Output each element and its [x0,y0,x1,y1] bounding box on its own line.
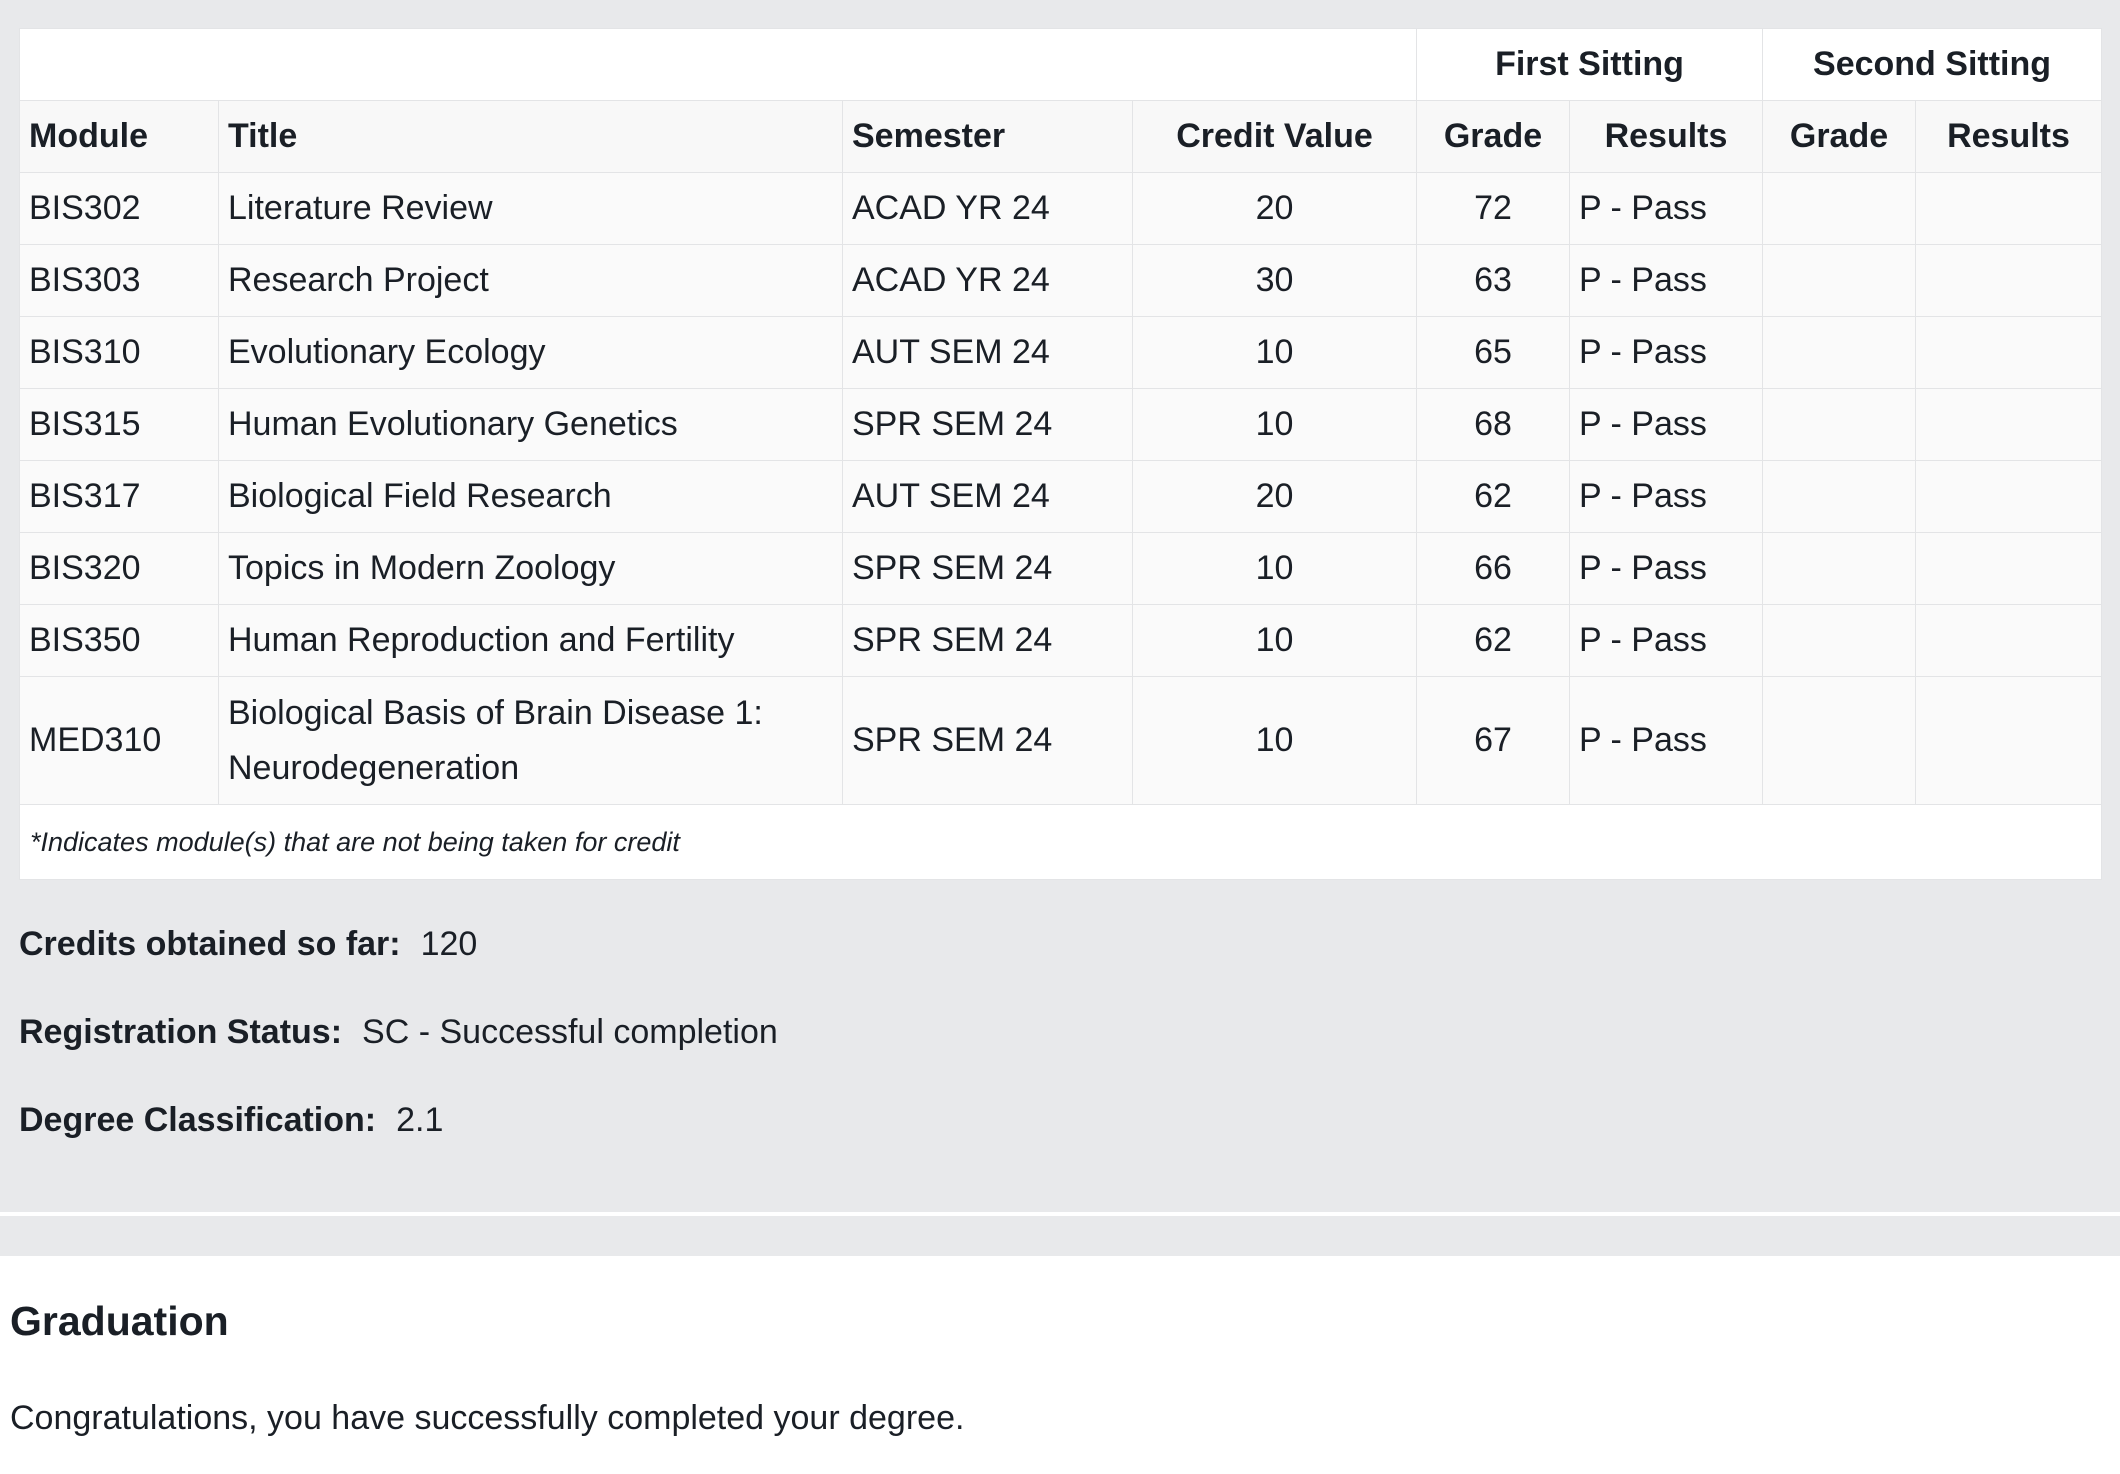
module-title-cell: Biological Basis of Brain Disease 1: Neurodegeneration [219,677,843,805]
semester-column-header: Semester [843,101,1133,173]
module-code-cell: MED310 [20,677,219,805]
semester-cell: ACAD YR 24 [843,245,1133,317]
first-results-column-header: Results [1570,101,1763,173]
first-grade-column-header: Grade [1417,101,1570,173]
second-grade-cell [1763,677,1916,805]
module-code-cell: BIS350 [20,605,219,677]
registration-status [19,1012,778,1052]
first-grade-cell: 62 [1417,461,1570,533]
module-title-cell: Topics in Modern Zoology [219,533,843,605]
title-column-header: Title [219,101,843,173]
first-result-cell: P - Pass [1570,245,1763,317]
module-title-cell: Literature Review [219,173,843,245]
semester-cell: SPR SEM 24 [843,677,1133,805]
second-grade-cell [1763,173,1916,245]
second-result-cell [1916,461,2102,533]
second-grade-cell [1763,317,1916,389]
table-row [20,677,2102,805]
second-grade-cell [1763,461,1916,533]
classification-label: Degree Classification: [19,1101,377,1139]
first-sitting-header: First Sitting [1417,29,1763,101]
footnote: *Indicates module(s) that are not being taken for credit [20,805,2102,880]
module-code-cell: BIS310 [20,317,219,389]
second-sitting-header: Second Sitting [1763,29,2102,101]
footnote-row [20,805,2102,880]
table-row [20,317,2102,389]
first-grade-cell: 66 [1417,533,1570,605]
second-result-cell [1916,317,2102,389]
first-grade-cell: 63 [1417,245,1570,317]
credit-value-cell: 10 [1133,605,1417,677]
credit-value-cell: 10 [1133,677,1417,805]
module-code-cell: BIS315 [20,389,219,461]
table-row [20,533,2102,605]
status-label: Registration Status: [19,1013,343,1051]
table-row [20,245,2102,317]
credit-value-cell: 30 [1133,245,1417,317]
section-divider-band [0,1216,2120,1256]
second-result-cell [1916,605,2102,677]
first-grade-cell: 65 [1417,317,1570,389]
credit-value-column-header: Credit Value [1133,101,1417,173]
module-title-cell: Evolutionary Ecology [219,317,843,389]
credits-value: 120 [420,925,478,963]
first-result-cell: P - Pass [1570,533,1763,605]
sitting-header-row [20,29,2102,101]
second-grade-cell [1763,533,1916,605]
second-grade-cell [1763,605,1916,677]
first-grade-cell: 62 [1417,605,1570,677]
module-results-table [19,28,2102,880]
credit-value-cell: 20 [1133,173,1417,245]
graduation-message: Congratulations, you have successfully completed your degree. [10,1399,965,1437]
column-header-row [20,101,2102,173]
second-result-cell [1916,533,2102,605]
first-result-cell: P - Pass [1570,605,1763,677]
first-result-cell: P - Pass [1570,389,1763,461]
module-code-cell: BIS302 [20,173,219,245]
first-grade-cell: 67 [1417,677,1570,805]
credits-label: Credits obtained so far: [19,925,401,963]
classification-value: 2.1 [396,1101,444,1139]
second-grade-column-header: Grade [1763,101,1916,173]
semester-cell: AUT SEM 24 [843,461,1133,533]
table-row [20,389,2102,461]
first-result-cell: P - Pass [1570,173,1763,245]
credit-value-cell: 20 [1133,461,1417,533]
status-value: SC - Successful completion [362,1013,778,1051]
table-row [20,173,2102,245]
first-grade-cell: 68 [1417,389,1570,461]
semester-cell: SPR SEM 24 [843,389,1133,461]
module-title-cell: Human Evolutionary Genetics [219,389,843,461]
graduation-heading: Graduation [10,1298,229,1344]
credits-summary [19,924,477,964]
degree-classification [19,1100,443,1140]
module-code-cell: BIS320 [20,533,219,605]
first-grade-cell: 72 [1417,173,1570,245]
credit-value-cell: 10 [1133,533,1417,605]
first-result-cell: P - Pass [1570,317,1763,389]
credit-value-cell: 10 [1133,389,1417,461]
semester-cell: AUT SEM 24 [843,317,1133,389]
first-result-cell: P - Pass [1570,461,1763,533]
second-result-cell [1916,245,2102,317]
semester-cell: ACAD YR 24 [843,173,1133,245]
module-title-cell: Research Project [219,245,843,317]
second-grade-cell [1763,389,1916,461]
second-result-cell [1916,389,2102,461]
second-results-column-header: Results [1916,101,2102,173]
second-grade-cell [1763,245,1916,317]
first-result-cell: P - Pass [1570,677,1763,805]
module-column-header: Module [20,101,219,173]
semester-cell: SPR SEM 24 [843,533,1133,605]
module-title-cell: Human Reproduction and Fertility [219,605,843,677]
module-code-cell: BIS317 [20,461,219,533]
blank-header-cell [20,29,1417,101]
second-result-cell [1916,173,2102,245]
table-row [20,605,2102,677]
module-title-cell: Biological Field Research [219,461,843,533]
table-row [20,461,2102,533]
credit-value-cell: 10 [1133,317,1417,389]
semester-cell: SPR SEM 24 [843,605,1133,677]
module-code-cell: BIS303 [20,245,219,317]
second-result-cell [1916,677,2102,805]
